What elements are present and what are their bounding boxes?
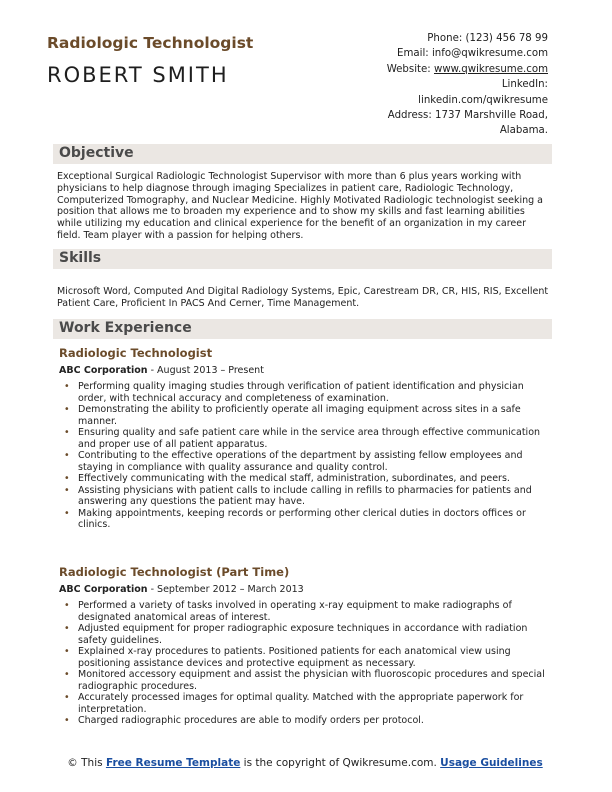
list-item: • Accurately processed images for optimal quality. Matched with the appropriate paperwork for interpretation. bbox=[64, 692, 554, 715]
skills-section-header bbox=[53, 249, 552, 269]
contact-website bbox=[278, 62, 548, 77]
job-2-bullets bbox=[64, 600, 554, 727]
job-1-bullets bbox=[64, 381, 554, 531]
list-item: • Adjusted equipment for proper radiographic exposure techniques in accordance with radiation safety guidelines. bbox=[64, 623, 554, 646]
contact-email: Email: info@qwikresume.com bbox=[397, 48, 548, 60]
list-item: • Monitored accessory equipment and assist the physician with fluoroscopic procedures and special radiographic procedures. bbox=[64, 669, 554, 692]
usage-guidelines-link[interactable]: Usage Guidelines bbox=[440, 757, 543, 769]
skills-text: Microsoft Word, Computed And Digital Radiology Systems, Epic, Carestream DR, CR, HIS, RIS, Excellent Patient Care, Proficient In PACS And Cerner, Time Management. bbox=[57, 286, 549, 309]
copyright-footer bbox=[60, 756, 550, 770]
job-1-meta bbox=[59, 365, 264, 376]
experience-title: Work Experience bbox=[59, 320, 192, 336]
list-item: • Effectively communicating with the medical staff, administration, subordinates, and peers. bbox=[64, 473, 554, 485]
job-2-dates: - September 2012 – March 2013 bbox=[147, 584, 304, 595]
contact-address-line2: Alabama. bbox=[499, 125, 548, 137]
job-1-dates: - August 2013 – Present bbox=[147, 365, 264, 376]
list-item: • Performing quality imaging studies through verification of patient identification and physician order, with technical accuracy and completeness of examination. bbox=[64, 381, 554, 404]
list-item: • Making appointments, keeping records or performing other clerical duties in doctors offices or clinics. bbox=[64, 508, 554, 531]
skills-title: Skills bbox=[59, 250, 102, 266]
objective-section-header bbox=[53, 144, 552, 164]
website-label: Website: bbox=[386, 63, 431, 75]
contact-linkedin-label: LinkedIn: bbox=[501, 79, 548, 91]
candidate-name: ROBERT SMITH bbox=[47, 63, 229, 87]
list-item: • Assisting physicians with patient calls to include calling in refills to pharmacies for patients and answering any questions the patient may have. bbox=[64, 485, 554, 508]
contact-linkedin-value: linkedin.com/qwikresume bbox=[418, 94, 548, 106]
objective-text: Exceptional Surgical Radiologic Technologist Supervisor with more than 6 plus years working with physicians to help diagnose through imaging Specializes in patient care, Radiologic Technology, Computerized Tomography, and Nuclear Medicine. Highly Motivated Radiologic technologist seeking a position that allows me to broaden my experience and to show my skills and fast learning abilities while utilizing my education and clinical experience for the benefit of an organization in my career field. Team player with a passion for helping others. bbox=[57, 171, 543, 241]
website-link[interactable]: www.qwikresume.com bbox=[433, 63, 548, 75]
experience-section-header bbox=[53, 319, 552, 339]
list-item: • Charged radiographic procedures are able to modify orders per protocol. bbox=[64, 715, 554, 727]
contact-phone: Phone: (123) 456 78 99 bbox=[427, 33, 548, 44]
contact-block bbox=[278, 31, 548, 139]
list-item: • Demonstrating the ability to proficiently operate all imaging equipment across sites in a safe manner. bbox=[64, 404, 554, 427]
resume-job-title: Radiologic Technologist bbox=[47, 34, 254, 52]
footer-prefix: © This bbox=[67, 757, 106, 769]
list-item: • Contributing to the effective operations of the department by assisting fellow employees and staying in compliance with quality assurance and quality control. bbox=[64, 450, 554, 473]
job-1-title: Radiologic Technologist bbox=[59, 346, 213, 360]
objective-title: Objective bbox=[59, 145, 134, 161]
job-2-meta bbox=[59, 584, 304, 595]
list-item: • Ensuring quality and safe patient care while in the service area through effective communication and proper use of all patient apparatus. bbox=[64, 427, 554, 450]
contact-address-line1: Address: 1737 Marshville Road, bbox=[387, 110, 548, 122]
job-1-company: ABC Corporation bbox=[59, 365, 148, 376]
free-resume-template-link[interactable]: Free Resume Template bbox=[105, 757, 241, 769]
job-2-company: ABC Corporation bbox=[59, 584, 148, 595]
job-2-title: Radiologic Technologist (Part Time) bbox=[59, 565, 290, 579]
list-item: • Explained x-ray procedures to patients. Positioned patients for each anatomical view using positioning assistance devices and protective equipment as necessary. bbox=[64, 646, 554, 669]
list-item: • Performed a variety of tasks involved in operating x-ray equipment to make radiographs of designated anatomical areas of interest. bbox=[64, 600, 554, 623]
footer-middle: is the copyright of Qwikresume.com. bbox=[240, 757, 441, 769]
